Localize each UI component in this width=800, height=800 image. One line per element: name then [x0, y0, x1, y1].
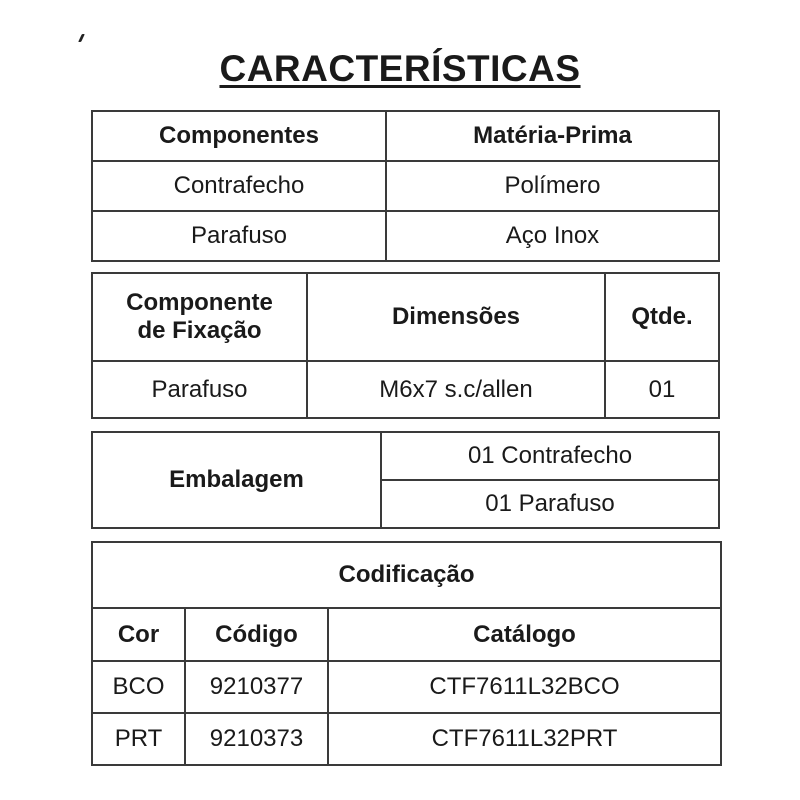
table-header-row: [92, 608, 721, 661]
cell-catalog: CTF7611L32BCO: [328, 661, 721, 713]
packaging-item: 01 Parafuso: [381, 480, 719, 528]
materials-table: [91, 110, 720, 262]
header-dimensoes: Dimensões: [307, 273, 605, 361]
table-header-row: [92, 273, 719, 361]
fixation-table: [91, 272, 720, 419]
table-row: [92, 161, 719, 211]
coding-title-row: [92, 542, 721, 608]
table-row: [92, 661, 721, 713]
header-catalogo: Catálogo: [328, 608, 721, 661]
packaging-table: [91, 431, 720, 529]
table-row: [92, 713, 721, 765]
cell-catalog: CTF7611L32PRT: [328, 713, 721, 765]
cell-component: Contrafecho: [92, 161, 386, 211]
cell-quantity: 01: [605, 361, 719, 418]
header-qtde: Qtde.: [605, 273, 719, 361]
header-componente-fixacao: Componente de Fixação: [92, 273, 307, 361]
cell-fixation-component: Parafuso: [92, 361, 307, 418]
cell-material: Polímero: [386, 161, 719, 211]
cell-dimensions: M6x7 s.c/allen: [307, 361, 605, 418]
cell-component: Parafuso: [92, 211, 386, 261]
cell-material: Aço Inox: [386, 211, 719, 261]
cell-color: PRT: [92, 713, 185, 765]
table-row: [92, 432, 719, 480]
table-row: [92, 361, 719, 418]
cell-code: 9210377: [185, 661, 328, 713]
header-cor: Cor: [92, 608, 185, 661]
header-componentes: Componentes: [92, 111, 386, 161]
table-header-row: [92, 111, 719, 161]
table-row: [92, 211, 719, 261]
header-codigo: Código: [185, 608, 328, 661]
cell-code: 9210373: [185, 713, 328, 765]
coding-table: [91, 541, 722, 766]
packaging-item: 01 Contrafecho: [381, 432, 719, 480]
coding-title: Codificação: [92, 542, 721, 608]
stray-mark: [78, 34, 85, 42]
cell-color: BCO: [92, 661, 185, 713]
header-materia-prima: Matéria-Prima: [386, 111, 719, 161]
packaging-label: Embalagem: [92, 432, 381, 528]
page-title: CARACTERÍSTICAS: [219, 48, 581, 89]
